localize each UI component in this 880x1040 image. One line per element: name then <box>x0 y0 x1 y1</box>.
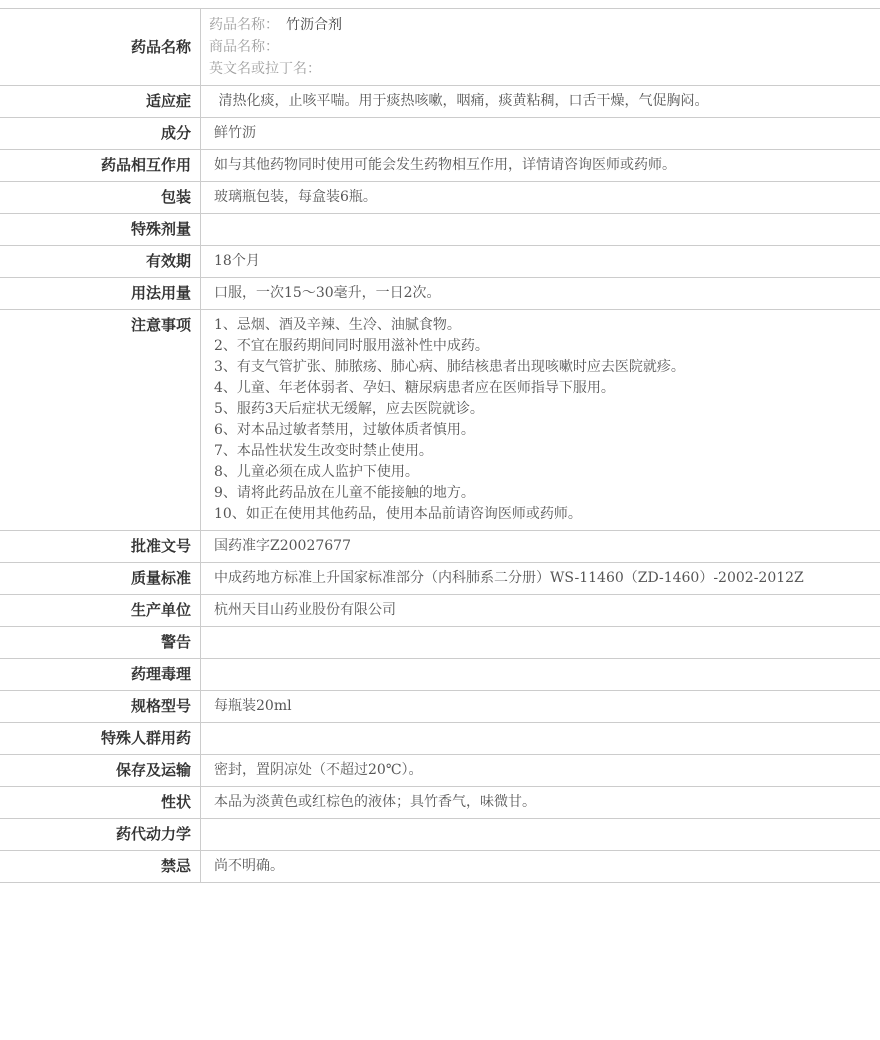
row-content <box>201 118 880 149</box>
name-field <box>209 36 864 58</box>
name-field <box>209 58 864 80</box>
table-row <box>0 246 880 278</box>
table-row <box>0 531 880 563</box>
content-line: 清热化痰，止咳平喘。用于痰热咳嗽，咽痛，痰黄粘稠，口舌干燥，气促胸闷。 <box>214 93 709 109</box>
table-row <box>0 214 880 246</box>
row-label: 批准文号 <box>0 531 201 562</box>
table-row <box>0 627 880 659</box>
field-value: 竹沥合剂 <box>286 17 342 33</box>
row-content <box>201 310 880 530</box>
row-label: 警告 <box>0 627 201 658</box>
row-label: 药品相互作用 <box>0 150 201 181</box>
row-label: 药理毒理 <box>0 659 201 690</box>
table-row <box>0 659 880 691</box>
row-label: 规格型号 <box>0 691 201 722</box>
table-row <box>0 118 880 150</box>
field-label: 商品名称： <box>209 39 279 55</box>
content-line: 1、忌烟、酒及辛辣、生冷、油腻食物。 <box>214 317 461 333</box>
content-line: 9、请将此药品放在儿童不能接触的地方。 <box>214 485 475 501</box>
table-row <box>0 723 880 755</box>
table-row <box>0 310 880 531</box>
row-label: 有效期 <box>0 246 201 277</box>
content-line: 尚不明确。 <box>214 858 284 874</box>
content-line: 口服，一次15～30毫升，一日2次。 <box>214 285 441 301</box>
row-content <box>201 150 880 181</box>
table-row <box>0 755 880 787</box>
row-content <box>201 246 880 277</box>
row-label: 性状 <box>0 787 201 818</box>
row-content <box>201 9 880 85</box>
row-label: 成分 <box>0 118 201 149</box>
content-line: 鲜竹沥 <box>214 125 256 141</box>
table-row <box>0 787 880 819</box>
row-content <box>201 214 880 245</box>
field-label: 药品名称： <box>209 17 279 33</box>
content-line: 4、儿童、年老体弱者、孕妇、糖尿病患者应在医师指导下服用。 <box>214 380 615 396</box>
table-row <box>0 563 880 595</box>
content-line: 玻璃瓶包装，每盒装6瓶。 <box>214 189 377 205</box>
name-field <box>209 14 864 36</box>
content-line: 本品为淡黄色或红棕色的液体；具竹香气，味微甘。 <box>214 794 536 810</box>
row-content <box>201 723 880 754</box>
content-line: 每瓶装20ml <box>214 698 292 714</box>
content-line: 如与其他药物同时使用可能会发生药物相互作用，详情请咨询医师或药师。 <box>214 157 676 173</box>
row-content <box>201 86 880 117</box>
row-label: 生产单位 <box>0 595 201 626</box>
row-label: 药代动力学 <box>0 819 201 850</box>
content-line: 8、儿童必须在成人监护下使用。 <box>214 464 419 480</box>
content-line: 中成药地方标准上升国家标准部分（内科肺系二分册）WS-11460（ZD-1460）-2002-2012Z <box>214 570 804 586</box>
content-line: 18个月 <box>214 253 260 269</box>
row-label: 保存及运输 <box>0 755 201 786</box>
table-row <box>0 819 880 851</box>
table-row <box>0 150 880 182</box>
row-content <box>201 659 880 690</box>
table-row <box>0 182 880 214</box>
row-label: 药品名称 <box>0 9 201 85</box>
row-content <box>201 691 880 722</box>
row-content <box>201 182 880 213</box>
row-content <box>201 787 880 818</box>
row-label: 适应症 <box>0 86 201 117</box>
row-content <box>201 278 880 309</box>
row-content <box>201 531 880 562</box>
content-line: 2、不宜在服药期间同时服用滋补性中成药。 <box>214 338 489 354</box>
row-label: 质量标准 <box>0 563 201 594</box>
table-row <box>0 278 880 310</box>
row-label: 包装 <box>0 182 201 213</box>
row-label: 用法用量 <box>0 278 201 309</box>
table-row <box>0 851 880 883</box>
row-content <box>201 595 880 626</box>
field-label: 英文名或拉丁名： <box>209 61 321 77</box>
content-line: 密封，置阴凉处（不超过20℃）。 <box>214 762 423 778</box>
content-line: 6、对本品过敏者禁用，过敏体质者慎用。 <box>214 422 475 438</box>
table-row <box>0 9 880 86</box>
table-row <box>0 595 880 627</box>
content-line: 国药准字Z20027677 <box>214 538 351 554</box>
content-line: 7、本品性状发生改变时禁止使用。 <box>214 443 433 459</box>
row-label: 特殊人群用药 <box>0 723 201 754</box>
row-content <box>201 819 880 850</box>
row-label: 注意事项 <box>0 310 201 530</box>
content-line: 5、服药3天后症状无缓解，应去医院就诊。 <box>214 401 484 417</box>
drug-info-table <box>0 8 880 883</box>
row-label: 禁忌 <box>0 851 201 882</box>
row-label: 特殊剂量 <box>0 214 201 245</box>
row-content <box>201 627 880 658</box>
content-line: 杭州天目山药业股份有限公司 <box>214 602 396 618</box>
content-line: 10、如正在使用其他药品，使用本品前请咨询医师或药师。 <box>214 506 582 522</box>
table-row <box>0 86 880 118</box>
table-row <box>0 691 880 723</box>
row-content <box>201 755 880 786</box>
row-content <box>201 563 880 594</box>
row-content <box>201 851 880 882</box>
content-line: 3、有支气管扩张、肺脓疡、肺心病、肺结核患者出现咳嗽时应去医院就疹。 <box>214 359 685 375</box>
